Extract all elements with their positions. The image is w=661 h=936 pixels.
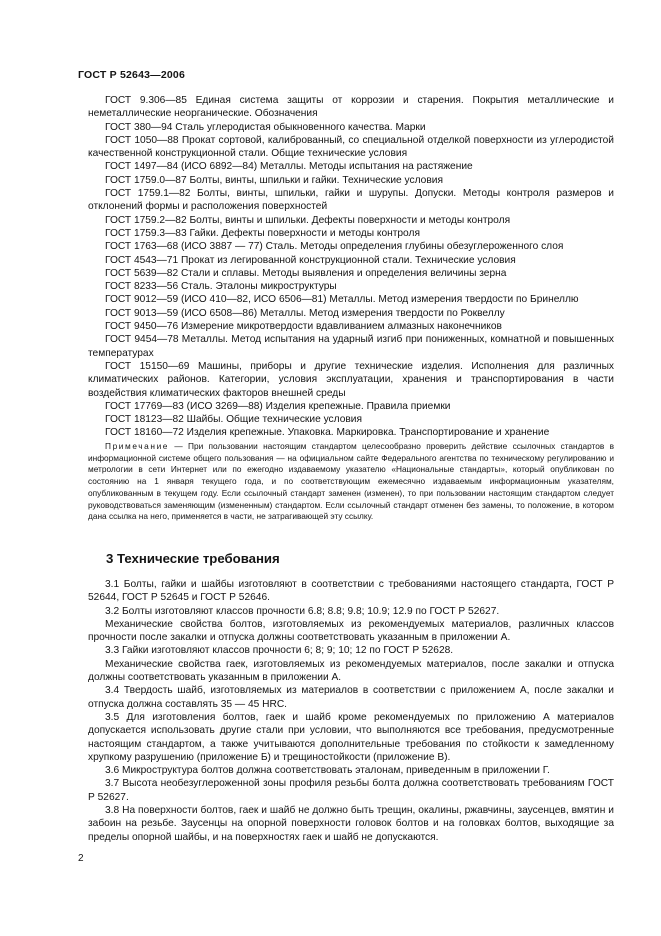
reference-item: ГОСТ 1759.3—83 Гайки. Дефекты поверхности и методы контроля	[105, 227, 420, 239]
note-text: — При пользовании настоящим стандартом целесообразно проверить действие ссылочных стандартов в информационной системе общего пользования — на официальном сайте Федерального агентства по техническому регулированию и метрологии в сети Интернет или по ежегодно издаваемому указателю «Национальные стандарты», который опубликован по состоянию на 1 января текущего года, и по соответствующим ежемесячно издаваемым информационным указателям, опубликованным в текущем году. Если ссылочный стандарт заменен (изменен), то при пользовании настоящим стандартом следует руководствоваться заменяющим (измененным) стандартом. Если ссылочный стандарт отменен без замены, то положение, в котором дана ссылка на него, применяется в части, не затрагивающей эту ссылку.	[88, 441, 614, 522]
reference-item: ГОСТ 5639—82 Стали и сплавы. Методы выявления и определения величины зерна	[105, 267, 507, 279]
document-code-header: ГОСТ Р 52643—2006	[78, 69, 186, 81]
reference-item: ГОСТ 9450—76 Измерение микротвердости вдавливанием алмазных наконечников	[105, 321, 502, 333]
reference-item: ГОСТ 1050—88 Прокат сортовой, калиброванный, со специальной отделкой поверхности из углеродистой качественной конструкционной стали. Общие технические условия	[88, 134, 614, 160]
reference-item: ГОСТ 15150—69 Машины, приборы и другие технические изделия. Исполнения для различных климатических районов. Категории, условия эксплуатации, хранения и транспортирования в части воздействия климатических факторов внешней среды	[88, 360, 614, 399]
reference-item: ГОСТ 8233—56 Сталь. Эталоны микроструктуры	[105, 281, 337, 293]
references-note	[88, 441, 614, 523]
reference-item: ГОСТ 380—94 Сталь углеродистая обыкновенного качества. Марки	[105, 121, 426, 133]
requirement-paragraph: Механические свойства гаек, изготовляемых из рекомендуемых материалов, после закалки и отпуска должны соответствовать указанным в приложении А.	[88, 658, 614, 684]
requirement-paragraph: 3.3 Гайки изготовляют классов прочности 6; 8; 9; 10; 12 по ГОСТ Р 52628.	[105, 645, 454, 657]
requirement-paragraph: 3.7 Высота необезуглероженной зоны профиля резьбы болта должна соответствовать требованиям ГОСТ Р 52627.	[88, 778, 614, 803]
requirement-paragraph: Механические свойства болтов, изготовляемых из рекомендуемых материалов, различных классов прочности после закалки и отпуска должны соответствовать указанным в приложении А.	[88, 618, 614, 644]
reference-item: ГОСТ 1759.2—82 Болты, винты и шпильки. Дефекты поверхности и методы контроля	[105, 214, 511, 226]
reference-item: ГОСТ 1759.0—87 Болты, винты, шпильки и гайки. Технические условия	[105, 174, 443, 186]
requirement-paragraph: 3.4 Твердость шайб, изготовляемых из материалов в соответствии с приложением А, после закалки и отпуска должна составлять 35 — 45 HRC.	[88, 685, 614, 710]
reference-item: ГОСТ 1763—68 (ИСО 3887 — 77) Сталь. Методы определения глубины обезуглероженного слоя	[105, 241, 564, 253]
technical-requirements	[88, 578, 614, 844]
page-number: 2	[78, 853, 84, 864]
requirement-paragraph: 3.8 На поверхности болтов, гаек и шайб не должно быть трещин, окалины, ржавчины, заусенцев, вмятин и забоин на резьбе. Заусенцы на опорной поверхности головок болтов и на головках болтов, выходящие за пределы опорной шайбы, и на поверхностях гаек и шайб не допускаются.	[88, 805, 614, 843]
reference-item: ГОСТ 1497—84 (ИСО 6892—84) Металлы. Методы испытания на растяжение	[105, 161, 473, 173]
requirement-paragraph: 3.1 Болты, гайки и шайбы изготовляют в соответствии с требованиями настоящего стандарта, ГОСТ Р 52644, ГОСТ Р 52645 и ГОСТ Р 52646.	[88, 579, 614, 604]
normative-references-list	[88, 94, 614, 440]
note-paragraph	[88, 441, 614, 523]
reference-item: ГОСТ 9013—59 (ИСО 6508—86) Металлы. Метод измерения твердости по Роквеллу	[105, 307, 505, 319]
reference-item: ГОСТ 18123—82 Шайбы. Общие технические условия	[105, 414, 362, 426]
reference-item: ГОСТ 17769—83 (ИСО 3269—88) Изделия крепежные. Правила приемки	[105, 400, 451, 412]
reference-item: ГОСТ 9454—78 Металлы. Метод испытания на ударный изгиб при пониженных, комнатной и повышенных температурах	[88, 334, 614, 359]
reference-item: ГОСТ 9.306—85 Единая система защиты от коррозии и старения. Покрытия металлические и неметаллические неорганические. Обозначения	[88, 95, 614, 120]
reference-item: ГОСТ 4543—71 Прокат из легированной конструкционной стали. Технические условия	[105, 254, 516, 266]
reference-item: ГОСТ 9012—59 (ИСО 410—82, ИСО 6506—81) Металлы. Метод измерения твердости по Бринеллю	[105, 294, 579, 306]
requirement-paragraph: 3.2 Болты изготовляют классов прочности 6.8; 8.8; 9.8; 10.9; 12.9 по ГОСТ Р 52627.	[105, 605, 500, 617]
requirement-paragraph: 3.5 Для изготовления болтов, гаек и шайб кроме рекомендуемых по приложению А материалов допускается использовать другие стали при условии, что выполняются все требования, предусмотренные настоящим стандартом, а также учитываются дополнительные требования по стойкости к замедленному хрупкому разрушению (приложение Б) и трещиностойкости (приложение В).	[88, 711, 614, 763]
section-title: 3 Технические требования	[106, 551, 280, 566]
requirement-paragraph: 3.6 Микроструктура болтов должна соответствовать эталонам, приведенным в приложении Г.	[105, 765, 550, 777]
reference-item: ГОСТ 18160—72 Изделия крепежные. Упаковка. Маркировка. Транспортирование и хранение	[105, 427, 550, 439]
reference-item: ГОСТ 1759.1—82 Болты, винты, шпильки, гайки и шурупы. Допуски. Методы контроля размеров и отклонений формы и расположения поверхностей	[88, 188, 614, 213]
note-label: Примечание	[105, 441, 170, 451]
